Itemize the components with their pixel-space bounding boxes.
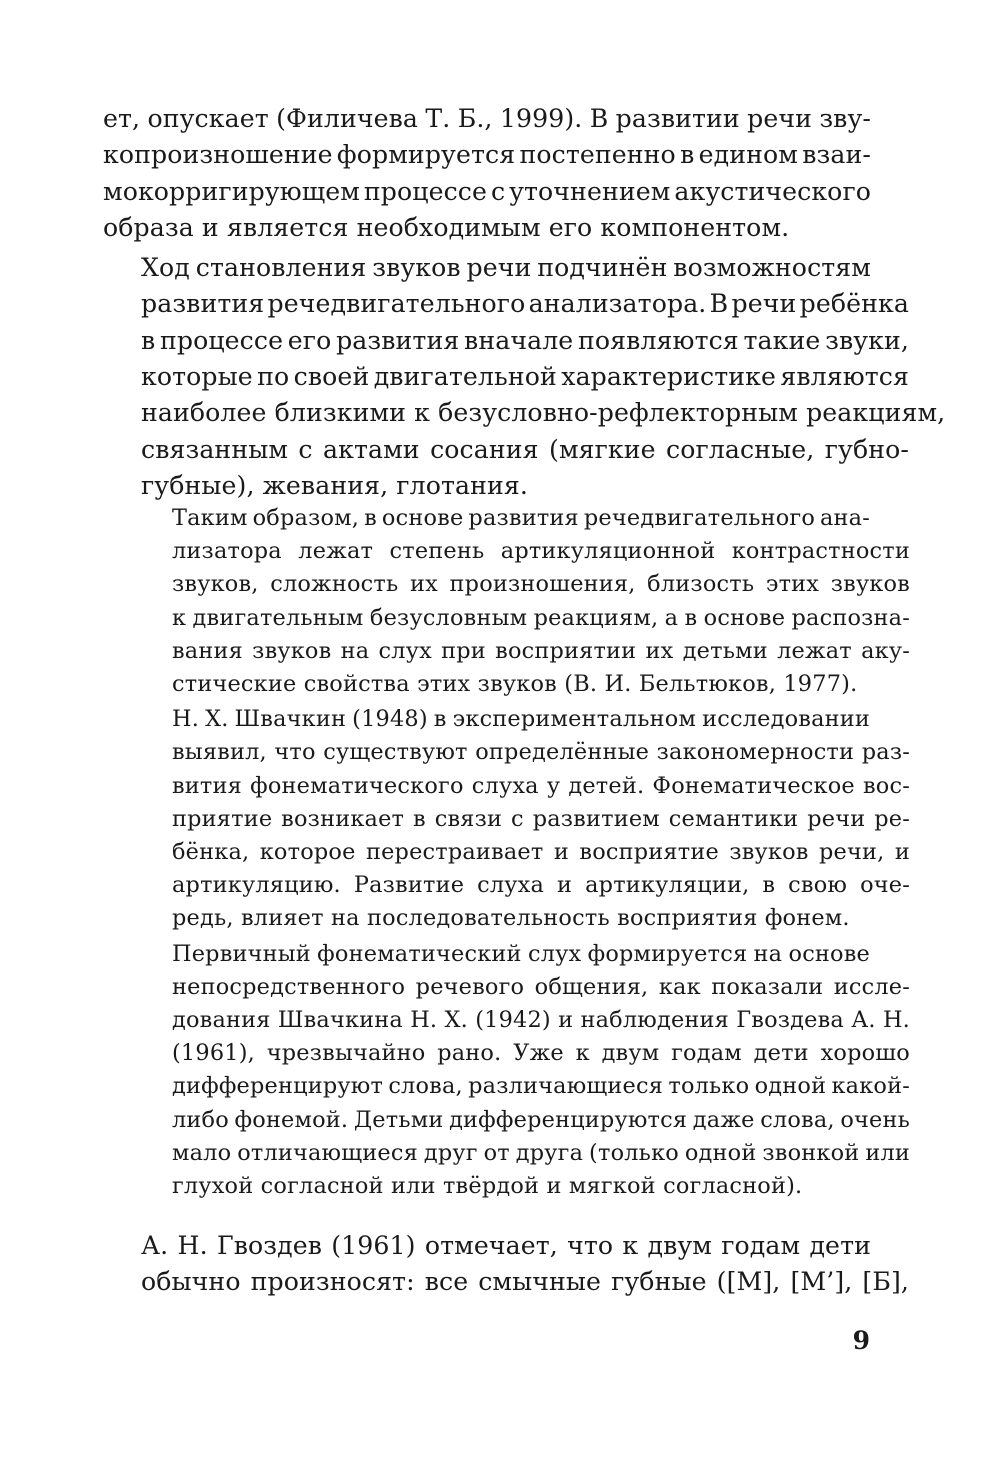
text-line: лизатора лежат степень артикуляционной контрастности <box>172 538 910 565</box>
text-line: в процессе его развития вначале появляются такие звуки, <box>141 325 909 355</box>
text-line: Таким образом, в основе развития речедвигательного ана- <box>172 505 870 531</box>
inset-text-section <box>132 502 910 1203</box>
page-number: 9 <box>852 1326 870 1355</box>
text-line: артикуляцию. Развитие слуха и артикуляции, в свою оче- <box>172 872 910 899</box>
text-line: которые по своей двигательной характеристике являются <box>141 362 909 392</box>
text-line: Н. Х. Швачкин (1948) в экспериментальном исследовании <box>172 706 870 733</box>
text-line: звуков, сложность их произношения, близость этих звуков <box>172 571 910 598</box>
text-line: (1961), чрезвычайно рано. Уже к двум годам дети хорошо <box>172 1040 910 1067</box>
main-text-section-top <box>103 101 946 504</box>
main-text-section-bottom <box>103 1228 909 1301</box>
paragraph-gvozdev <box>103 1228 909 1301</box>
text-line: стические свойства этих звуков (В. И. Бельтюков, 1977). <box>172 671 858 698</box>
text-line: мокорригирующем процессе с уточнением акустического <box>103 176 871 206</box>
paragraph-analyzer <box>132 502 910 701</box>
text-line: непосредственного речевого общения, как показали иссле- <box>172 973 910 1000</box>
paragraph-continuation <box>103 101 871 246</box>
text-line: вития фонематического слуха у детей. Фонематическое вос- <box>172 772 910 799</box>
text-line: развития речедвигательного анализатора. В речи ребёнка <box>141 289 909 319</box>
text-line: копроизношение формируется постепенно в едином взаи- <box>103 140 871 170</box>
text-line: редь, влияет на последовательность восприятия фонем. <box>172 905 850 932</box>
text-line: бёнка, которое перестраивает и восприятие звуков речи, и <box>172 839 910 866</box>
text-line: вания звуков на слух при восприятии их детьми лежат аку- <box>172 637 910 664</box>
paragraph-shvachkin <box>132 703 910 935</box>
text-line: наиболее близкими к безусловно-рефлекторным реакциям, <box>141 398 946 428</box>
paragraph-speech-sounds <box>103 250 946 504</box>
text-line: образа и является необходимым его компонентом. <box>103 212 790 242</box>
text-line: губные), жевания, глотания. <box>141 470 528 500</box>
text-line: либо фонемой. Детьми дифференцируются даже слова, очень <box>172 1106 910 1133</box>
text-line: А. Н. Гвоздев (1961) отмечает, что к двум годам дети <box>141 1231 871 1260</box>
text-line: обычно произносят: все смычные губные ([М], [М’], [Б], <box>141 1267 909 1297</box>
text-line: связанным с актами сосания (мягкие согласные, губно- <box>141 434 909 464</box>
text-line: ет, опускает (Филичева Т. Б., 1999). В развитии речи зву- <box>103 104 871 133</box>
text-line: глухой согласной или твёрдой и мягкой согласной). <box>172 1173 803 1200</box>
paragraph-phonemic-hearing <box>132 938 910 1204</box>
text-line: Ход становления звуков речи подчинён возможностям <box>141 253 871 283</box>
text-line: к двигательным безусловным реакциям, а в основе распозна- <box>172 604 910 631</box>
text-line: дования Швачкина Н. Х. (1942) и наблюдения Гвоздева А. Н. <box>172 1007 910 1034</box>
text-line: приятие возникает в связи с развитием семантики речи ре- <box>172 805 910 832</box>
text-line: дифференцируют слова, различающиеся только одной какой- <box>172 1073 910 1100</box>
text-line: мало отличающиеся друг от друга (только одной звонкой или <box>172 1139 910 1166</box>
text-line: Первичный фонематический слух формируется на основе <box>172 940 870 967</box>
text-line: выявил, что существуют определённые закономерности раз- <box>172 739 910 766</box>
